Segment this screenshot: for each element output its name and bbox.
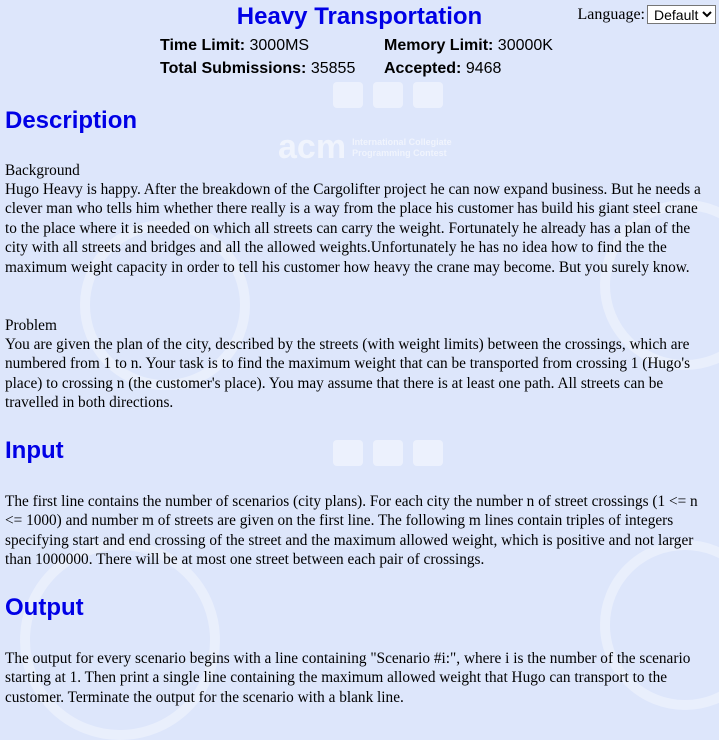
language-label: Language: <box>577 5 645 23</box>
contest-icons-watermark-2 <box>333 440 443 466</box>
problem-text: You are given the plan of the city, described by the streets (with weight limits) between the crossings, which are numbered from 1 to n. Your task is to find the maximum weight that can be transported from crossing 1 (Hugo's place) to crossing n (the customer's place). You may assume that there is at least one path. All streets can be travelled in both directions. <box>5 336 691 412</box>
total-submissions-label: Total Submissions: <box>160 60 307 77</box>
total-submissions <box>160 60 355 78</box>
background-text: Hugo Heavy is happy. After the breakdown of the Cargolifter project he can now expand business. But he needs a clever man who tells him whether there really is a way from the place his customer has build his giant steel crane to the place where it is needed on which all streets can carry the weight. Fortunately he already has a plan of the city with all streets and bridges and all the allowed weights.Unfortunately he has no idea how to find the the maximum weight capacity in order to tell his customer how heavy the crane may become. But you surely know. <box>5 181 701 276</box>
problem-label: Problem <box>5 317 57 334</box>
accepted-value: 9468 <box>465 60 502 77</box>
memory-limit-value: 30000K <box>497 37 553 54</box>
description-heading: Description <box>5 107 138 134</box>
output-text: The output for every scenario begins with a line containing "Scenario #i:", where i is the number of the scenario starting at 1. Then print a single line containing the maximum allowed weight that Hugo can transport to the customer. Terminate the output for the scenario with a blank line. <box>5 650 691 706</box>
total-submissions-value: 35855 <box>310 60 356 77</box>
contest-icons-watermark <box>333 82 443 108</box>
input-heading: Input <box>5 437 64 464</box>
memory-limit-label: Memory Limit: <box>384 37 494 54</box>
problem-title: Heavy Transportation <box>236 3 483 30</box>
accepted-label: Accepted: <box>384 60 462 77</box>
time-limit <box>160 37 309 55</box>
background-label: Background <box>5 162 80 179</box>
output-heading: Output <box>5 594 84 621</box>
acm-logo-watermark: acm International Collegiate Programming Contest <box>278 128 452 166</box>
memory-limit <box>384 37 553 55</box>
input-text: The first line contains the number of scenarios (city plans). For each city the number n of street crossings (1 <= n <= 1000) and number m of streets are given on the first line. The following m lines contain triples of integers specifying start and end crossing of the street and the maximum allowed weight, which is positive and not larger than 1000000. There will be at most one street between each pair of crossings. <box>5 493 698 569</box>
time-limit-value: 3000MS <box>249 37 310 54</box>
university-seal-watermark-bottom-left <box>20 540 220 740</box>
accepted <box>384 60 501 78</box>
time-limit-label: Time Limit: <box>160 37 246 54</box>
